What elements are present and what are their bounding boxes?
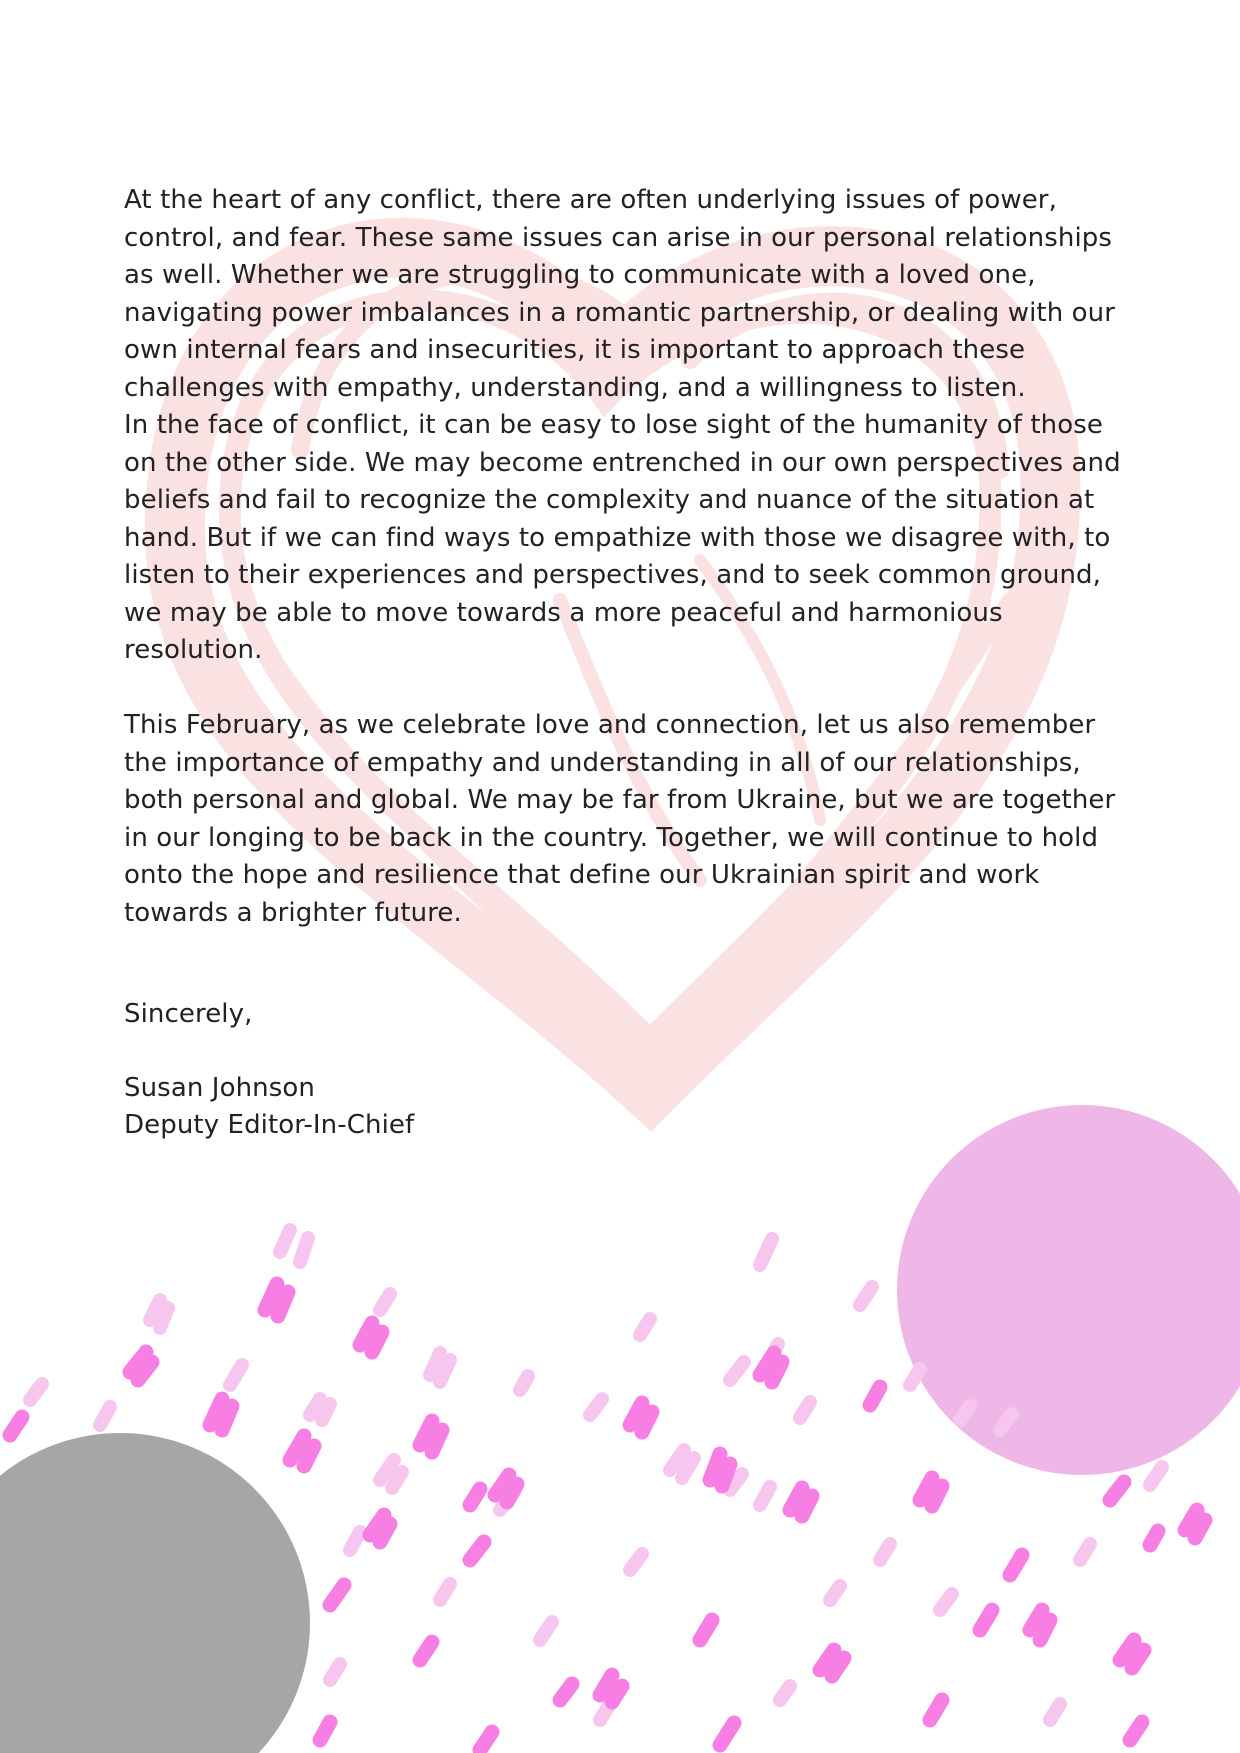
paragraph-3 [124, 707, 1124, 932]
paragraph-line: the importance of empathy and understanding in all of our relationships, [124, 747, 1081, 778]
paragraph-line: we may be able to move towards a more peaceful and harmonious [124, 597, 1003, 628]
paragraph-line: beliefs and fail to recognize the complexity and nuance of the situation at [124, 485, 1095, 515]
paragraph-line: resolution. [124, 635, 263, 665]
paragraph-2 [124, 407, 1124, 670]
paragraph-line: hand. But if we can find ways to empathize with those we disagree with, to [124, 522, 1111, 553]
signature-name: Susan Johnson [124, 1072, 315, 1103]
paragraph-line: in our longing to be back in the country. Together, we will continue to hold [124, 822, 1099, 853]
paragraph-line: towards a brighter future. [124, 897, 462, 928]
paragraph-line: listen to their experiences and perspectives, and to seek common ground, [124, 560, 1102, 590]
paragraph-line: In the face of conflict, it can be easy to lose sight of the humanity of those [124, 410, 1103, 440]
letter-body [124, 182, 1124, 1145]
signature-title: Deputy Editor-In-Chief [124, 1110, 415, 1140]
paragraph-line: both personal and global. We may be far from Ukraine, but we are together [124, 785, 1116, 815]
paragraph-line: This February, as we celebrate love and connection, let us also remember [124, 710, 1096, 740]
paragraph-line: as well. Whether we are struggling to communicate with a loved one, [124, 260, 1036, 290]
paragraph-line: on the other side. We may become entrenched in our own perspectives and [124, 447, 1121, 478]
paragraph-line: challenges with empathy, understanding, and a willingness to listen. [124, 372, 1026, 403]
paragraph-line: onto the hope and resilience that define our Ukrainian spirit and work [124, 860, 1040, 890]
pink-circle [897, 1105, 1240, 1475]
paragraph-1 [124, 182, 1124, 407]
closing: Sincerely, [124, 999, 253, 1029]
paragraph-line: control, and fear. These same issues can arise in our personal relationships [124, 222, 1113, 253]
paragraph-line: At the heart of any conflict, there are often underlying issues of power, [124, 185, 1057, 215]
paragraph-line: own internal fears and insecurities, it is important to approach these [124, 335, 1026, 365]
gray-circle [0, 1433, 310, 1753]
paragraph-line: navigating power imbalances in a romantic partnership, or dealing with our [124, 297, 1116, 328]
